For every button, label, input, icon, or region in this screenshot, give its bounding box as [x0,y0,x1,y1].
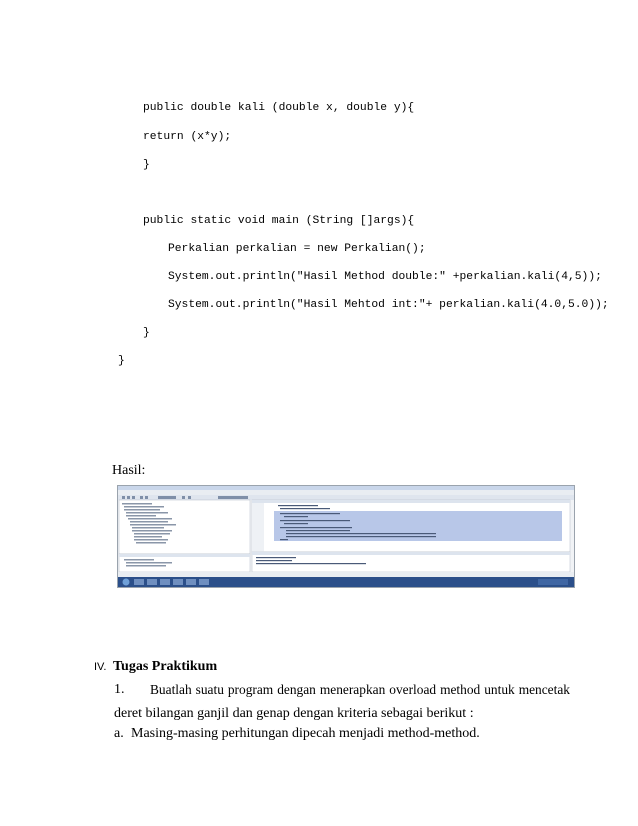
code-line-6: System.out.println("Hasil Method double:" +perkalian.kali(4,5)); [168,271,602,283]
item1-text-line2: deret bilangan ganjil dan genap dengan kriteria sebagai berikut : [114,706,474,721]
item1-number: 1. [114,682,125,697]
section-number: IV. [94,661,107,673]
code-line-5: Perkalian perkalian = new Perkalian(); [168,243,426,255]
code-line-2: return (x*y); [143,131,232,143]
item1-text-line1: Buatlah suatu program dengan menerapkan overload method untuk mencetak [150,682,570,697]
hasil-label: Hasil: [112,463,146,478]
code-line-4: public static void main (String []args){ [143,215,415,227]
code-line-3: } [143,159,150,171]
code-line-1: public double kali (double x, double y){ [143,102,415,114]
section-title: Tugas Praktikum [113,659,218,674]
item-a-marker: a. [114,726,124,741]
ide-screenshot-image [117,485,575,588]
ide-screenshot-drawing [118,486,574,587]
item-a-text: Masing-masing perhitungan dipecah menjadi method-method. [131,726,480,741]
code-line-9: } [118,355,125,367]
code-line-7: System.out.println("Hasil Mehtod int:"+ perkalian.kali(4.0,5.0)); [168,299,609,311]
code-line-8: } [143,327,150,339]
